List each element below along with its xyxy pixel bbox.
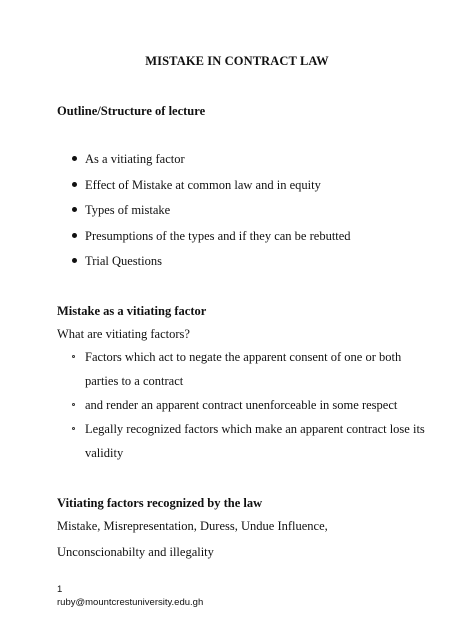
- recognized-factors-text: Mistake, Misrepresentation, Duress, Undue Influence, Unconscionabilty and illegality: [57, 519, 328, 559]
- outline-heading: Outline/Structure of lecture: [57, 104, 206, 118]
- bullet-icon: [72, 258, 77, 263]
- ring-bullet-icon: [72, 427, 75, 430]
- list-item: [57, 254, 351, 280]
- section-heading-vitiating-factor: Mistake as a vitiating factor: [57, 304, 207, 318]
- ring-bullet-icon: [72, 403, 75, 406]
- list-item: [57, 417, 425, 465]
- list-item: [57, 345, 425, 393]
- section-heading-recognized-factors: Vitiating factors recognized by the law: [57, 496, 263, 510]
- ring-bullet-icon: [72, 355, 75, 358]
- list-item-text: As a vitiating factor: [85, 152, 185, 166]
- list-item-text: Effect of Mistake at common law and in equity: [85, 177, 321, 192]
- bullet-icon: [72, 233, 77, 238]
- outline-list: [57, 152, 351, 280]
- list-item-text: Legally recognized factors which make an apparent contract lose its validity: [85, 422, 425, 460]
- list-item-text: Types of mistake: [85, 203, 171, 217]
- bullet-icon: [72, 156, 77, 161]
- list-item-text: Trial Questions: [85, 254, 162, 268]
- list-item-text: Factors which act to negate the apparent consent of one or both parties to a contract: [85, 350, 402, 388]
- footer-email: ruby@mountcrestuniversity.edu.gh: [57, 597, 204, 608]
- list-item: [57, 178, 351, 204]
- list-item-text: Presumptions of the types and if they can be rebutted: [85, 228, 351, 243]
- document-title: MISTAKE IN CONTRACT LAW: [145, 54, 329, 68]
- list-item: [57, 152, 351, 178]
- vitiating-factors-list: [57, 345, 425, 465]
- section-question: What are vitiating factors?: [57, 327, 190, 341]
- list-item: [57, 229, 351, 255]
- list-item-text: and render an apparent contract unenforceable in some respect: [85, 398, 398, 412]
- list-item: [57, 393, 425, 417]
- page-number: 1: [57, 584, 63, 595]
- bullet-icon: [72, 207, 77, 212]
- bullet-icon: [72, 182, 77, 187]
- list-item: [57, 203, 351, 229]
